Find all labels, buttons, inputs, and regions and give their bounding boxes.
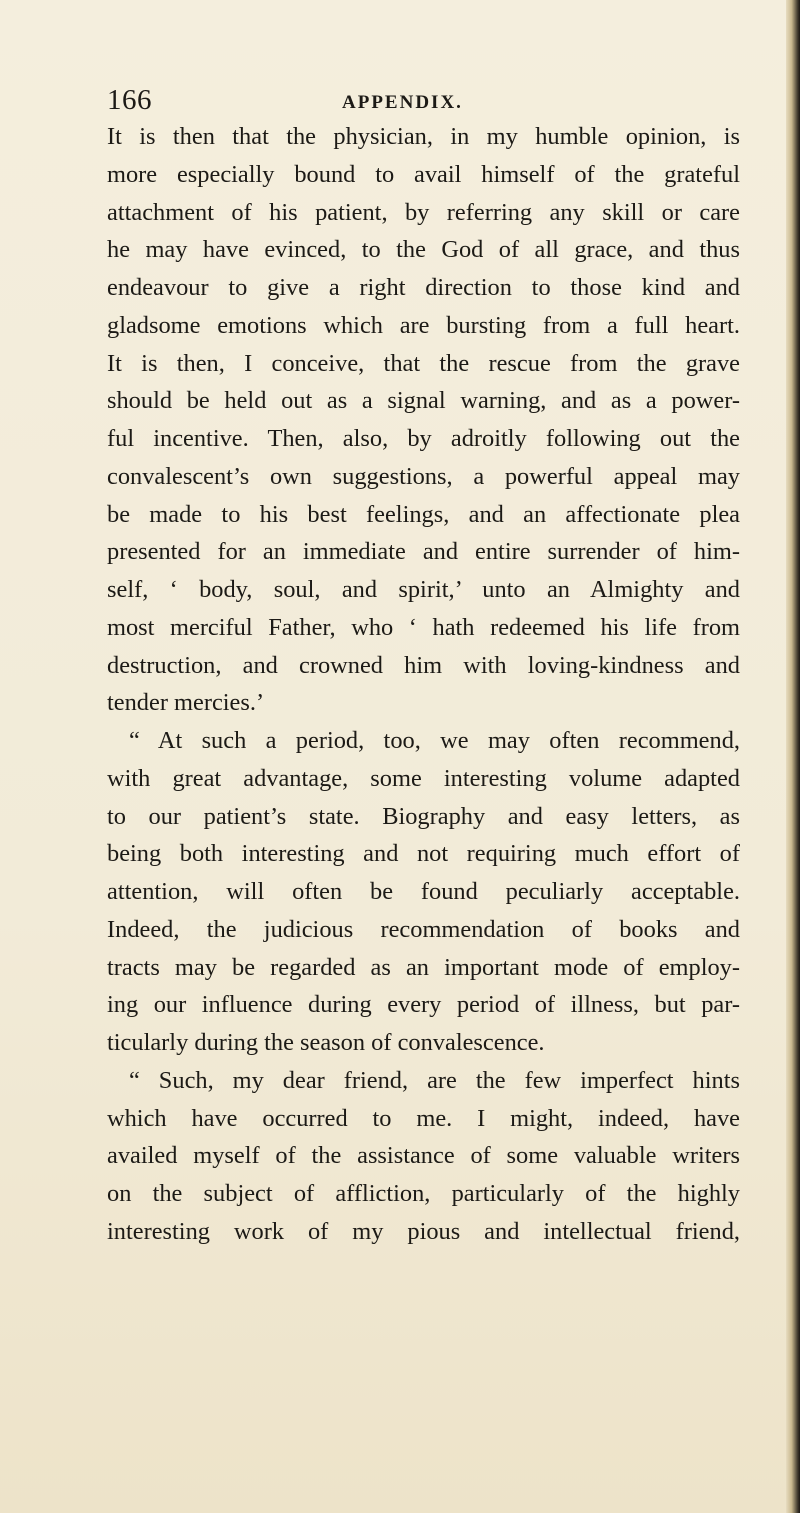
text-line: It is then that the physician, in my humble opinion, is [107,123,740,150]
text-line: ful incentive. Then, also, by adroitly following out the [107,425,740,452]
text-line: he may have evinced, to the God of all grace, and thus [107,236,740,264]
body-text [107,118,740,1251]
text-line: endeavour to give a right direction to those kind and [107,274,740,301]
page-edge-shadow [786,0,800,1513]
text-line: tracts may be regarded as an important mode of employ- [107,953,740,981]
text-line: ticularly during the season of convalescence. [107,1029,545,1056]
text-line: destruction, and crowned him with loving-kindness and [107,651,740,679]
text-line: presented for an immediate and entire surrender of him- [107,538,740,566]
text-line: gladsome emotions which are bursting from a full heart. [107,311,740,339]
text-line: most merciful Father, who ‘ hath redeemed his life from [107,613,740,641]
text-line: “ Such, my dear friend, are the few imperfect hints [129,1066,740,1094]
running-head: APPENDIX. [342,92,463,113]
text-line: convalescent’s own suggestions, a powerful appeal may [107,462,740,490]
text-line: self, ‘ body, soul, and spirit,’ unto an Almighty and [107,576,740,603]
text-line: It is then, I conceive, that the rescue from the grave [107,349,740,377]
text-line: tender mercies.’ [107,689,265,717]
text-line: on the subject of affliction, particularly of the highly [107,1180,740,1207]
text-line: being both interesting and not requiring much effort of [107,840,740,868]
text-line: availed myself of the assistance of some valuable writers [107,1142,740,1170]
text-line: be made to his best feelings, and an affectionate plea [107,500,740,528]
text-line: Indeed, the judicious recommendation of books and [107,915,740,943]
text-line: ing our influence during every period of illness, but par- [107,991,740,1019]
text-line: should be held out as a signal warning, and as a power- [107,387,740,415]
text-line: attachment of his patient, by referring any skill or care [107,198,740,226]
text-line: attention, will often be found peculiarly acceptable. [107,878,740,905]
text-line: which have occurred to me. I might, indeed, have [107,1104,740,1132]
text-line: interesting work of my pious and intellectual friend, [107,1217,740,1245]
text-line: with great advantage, some interesting volume adapted [107,764,740,792]
text-line: “ At such a period, too, we may often recommend, [129,727,740,754]
page-header [107,84,747,118]
text-line: to our patient’s state. Biography and easy letters, as [107,802,740,830]
page-number: 166 [107,84,152,116]
text-line: more especially bound to avail himself of the grateful [107,160,740,188]
